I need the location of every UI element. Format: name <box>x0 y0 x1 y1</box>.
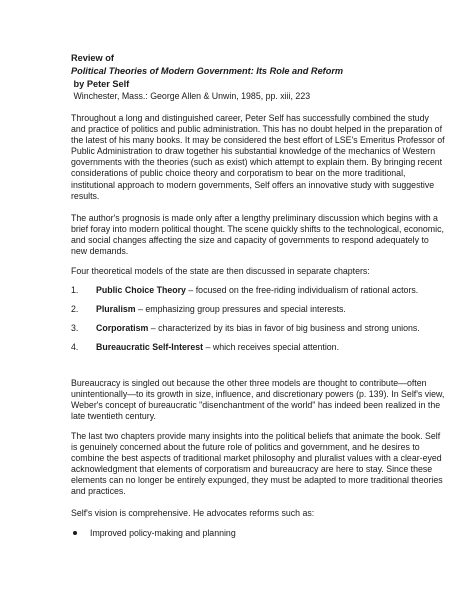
paragraph-bureaucracy <box>71 378 445 422</box>
model-list-item: 2. Pluralism – emphasizing group pressures and special interests. <box>71 304 346 314</box>
text-line: new demands. <box>71 246 129 257</box>
text-line: Bureaucracy is singled out because the other three models are thought to contribute—often <box>71 378 427 388</box>
text-line: The last two chapters provide many insights into the political beliefs that animate the book. Self <box>71 431 441 441</box>
paragraph-vision <box>71 508 411 519</box>
text-line: and social changes affecting the size and capacity of governments to respond adequately to <box>71 235 429 246</box>
text-line: and practices. <box>71 486 126 497</box>
text-line: Throughout a long and distinguished career, Peter Self has successfully combined the study <box>71 113 429 123</box>
paragraph-models-intro <box>71 266 411 277</box>
text-line: Four theoretical models of the state are then discussed in separate chapters: <box>71 266 370 276</box>
author-byline: by Peter Self <box>71 79 130 89</box>
model-list-item: 4. Bureaucratic Self-Interest – which receives special attention. <box>71 342 340 352</box>
text-line: considerations of public choice theory and corporatism to bear on the more traditional, <box>71 168 406 179</box>
reform-list-item: Improved policy-making and planning <box>71 528 236 539</box>
paragraph-prognosis <box>71 213 444 257</box>
text-line: brief foray into modern political thought. The scene quickly shifts to the technological, economic, <box>71 224 444 235</box>
text-line: Self's vision is comprehensive. He advocates reforms such as: <box>71 508 315 518</box>
text-line: unintentionally—to its growth in size, influence, and discretionary powers (p. 139). In Self's view, <box>71 389 445 400</box>
text-line: governments with the theories (such as exist) which attempt to explain them. By bringing recent <box>71 157 443 168</box>
review-label: Review of <box>71 53 114 63</box>
book-title: Political Theories of Modern Government: Its Role and Reform <box>71 66 344 76</box>
bullet-icon <box>73 531 77 535</box>
paragraph-intro <box>71 113 445 202</box>
text-line: and practice of politics and public administration. This has no doubt helped in the preparation of <box>71 124 443 135</box>
text-line: elements can no longer be entirely expunged, they must be adapted to more traditional theories <box>71 475 443 486</box>
text-line: institutional approach to modern governments, Self offers an innovative study with suggestive <box>71 179 435 190</box>
text-line: results. <box>71 190 100 201</box>
text-line: is genuinely concerned about the future role of politics and government, and he desires to <box>71 442 420 453</box>
text-line: Public Administration to draw together his substantial knowledge of the mechanics of Western <box>71 146 436 157</box>
model-list-item: 3. Corporatism – characterized by its bias in favor of big business and strong unions. <box>71 323 420 333</box>
text-line: combine the best aspects of traditional market philosophy and pluralist values with a clear-eyed <box>71 453 442 464</box>
text-line: Weber's concept of bureaucratic "disenchantment of the world" has indeed been realized in the <box>71 400 441 411</box>
model-list-item: 1. Public Choice Theory – focused on the free-riding individualism of rational actors. <box>71 285 419 295</box>
text-line: late twentieth century. <box>71 411 156 422</box>
text-line: The author's prognosis is made only after a lengthy preliminary discussion which begins with a <box>71 213 438 223</box>
paragraph-final-chapters <box>71 431 443 498</box>
publication-info: Winchester, Mass.: George Allen & Unwin, 1985, pp. xiii, 223 <box>71 91 311 101</box>
text-line: acknowledgment that elements of corporatism and bureaucracy are here to stay. Since these <box>71 464 433 475</box>
text-line: the latest of his many books. It may be considered the best effort of LSE's Emeritus Professor of <box>71 135 445 146</box>
